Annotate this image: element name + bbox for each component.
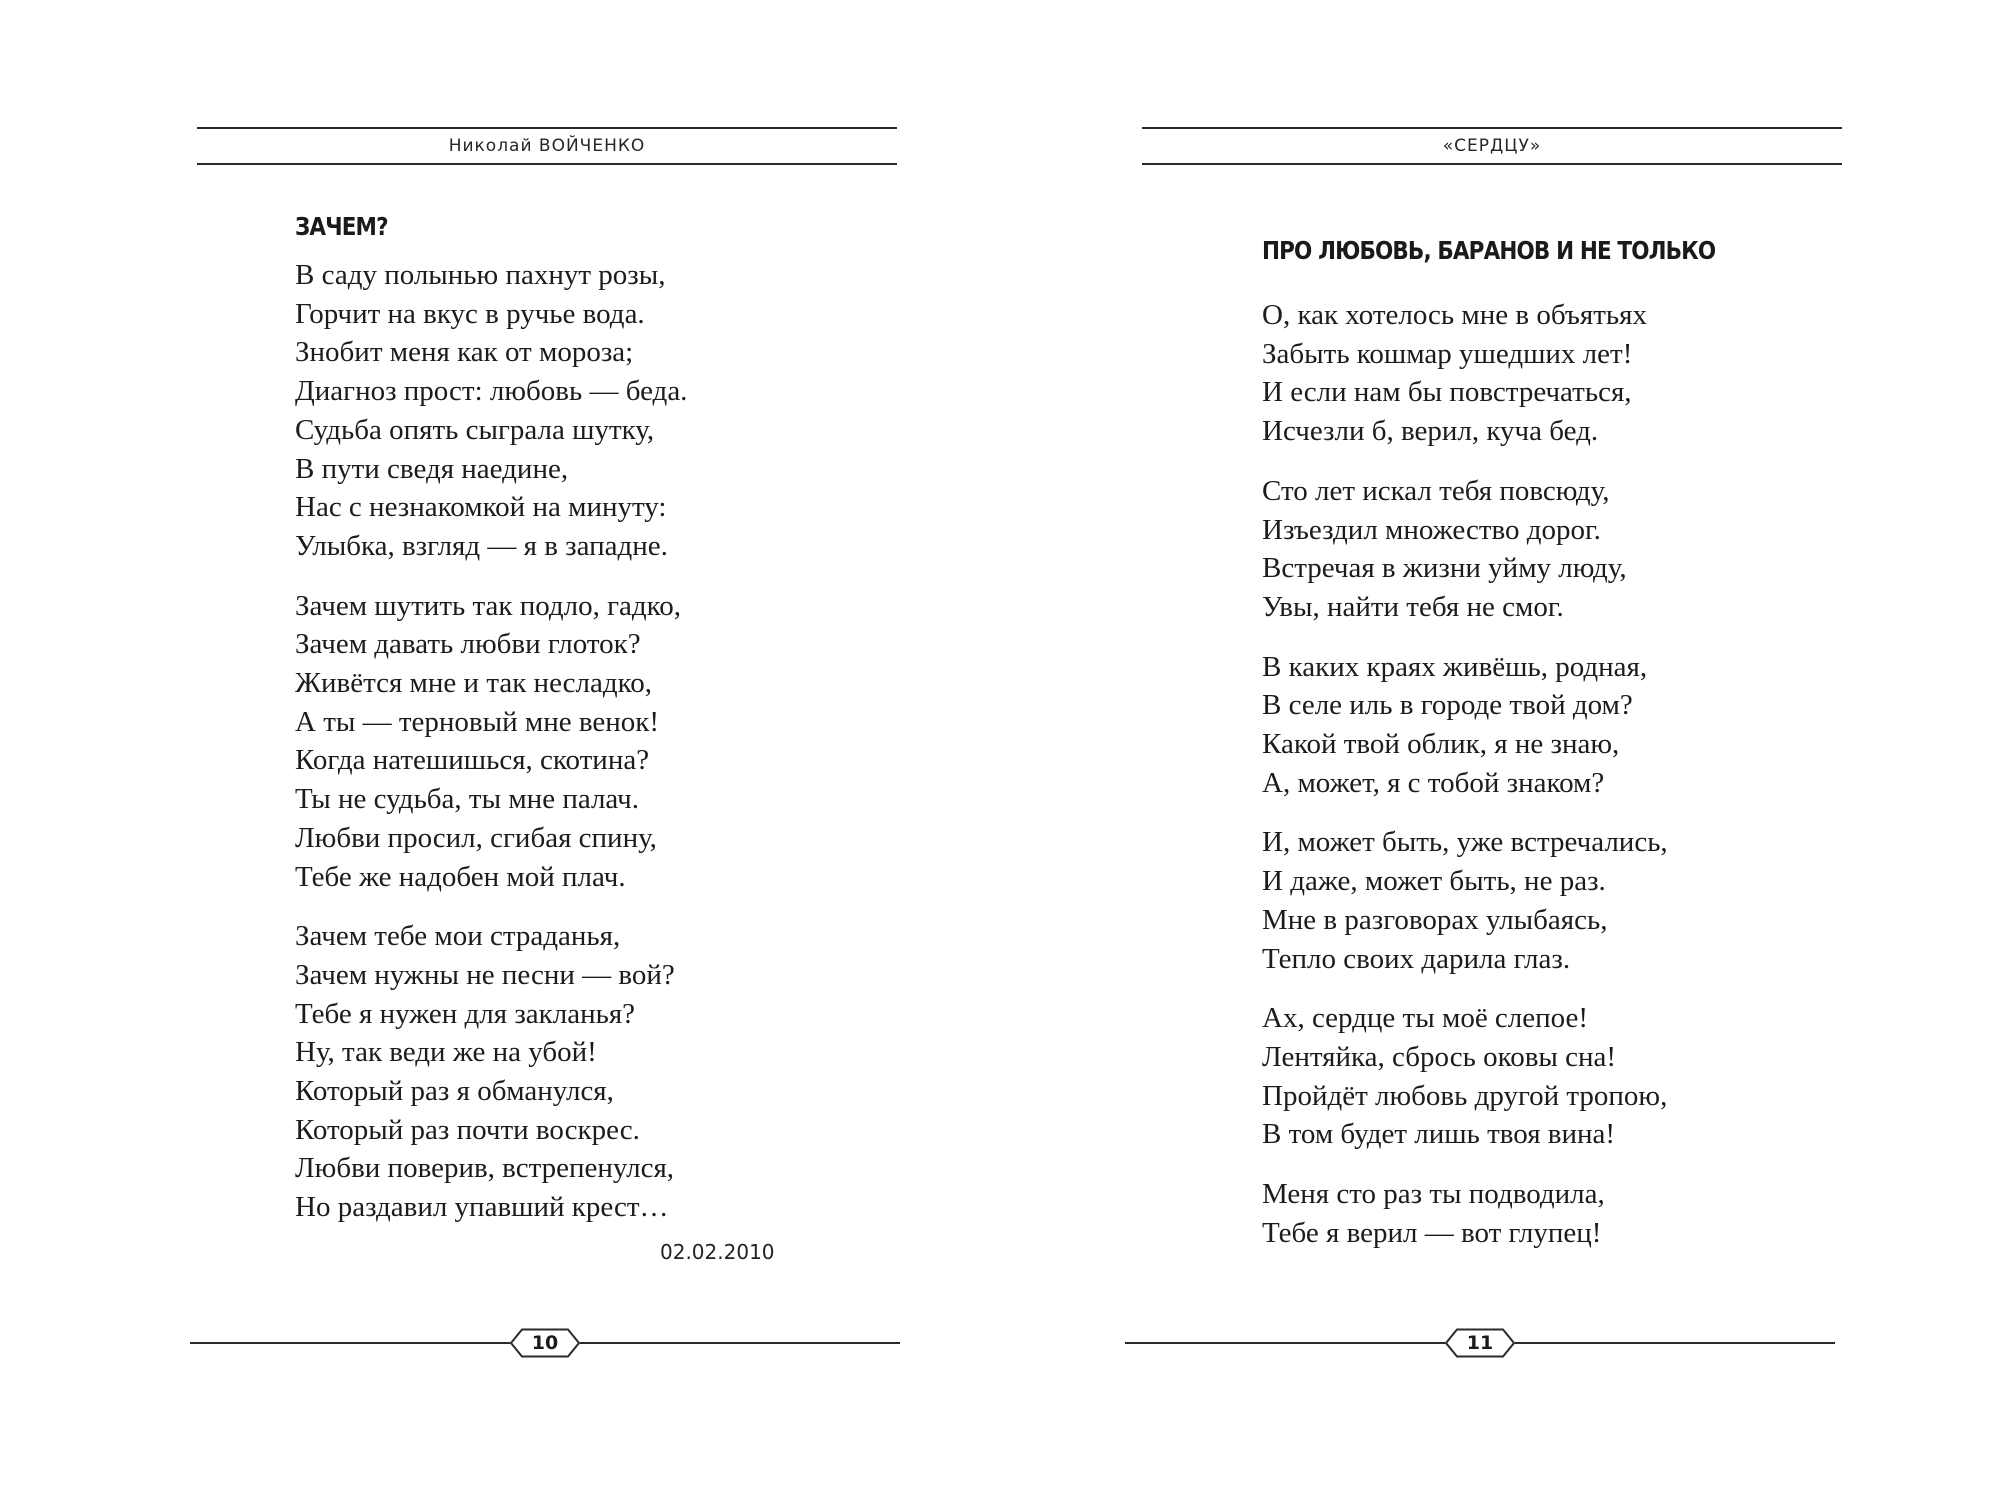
verse-line: Тебе же надобен мой плач. [295, 860, 626, 893]
verse-line: Ах, сердце ты моё слепое! [1262, 1002, 1589, 1035]
page-number: 10 [531, 1332, 559, 1354]
verse-line: Зачем тебе мои страданья, [295, 920, 621, 953]
stanza [295, 917, 687, 1227]
verse-line: В пути сведя наедине, [295, 452, 569, 485]
verse-line: Нас с незнакомкой на минуту: [295, 491, 667, 524]
verse-line: Зачем нужны не песни — вой? [295, 958, 675, 991]
author-running-head: Николай ВОЙЧЕНКО [448, 136, 646, 156]
verse-line: И даже, может быть, не раз. [1262, 865, 1606, 898]
stanza [295, 587, 687, 897]
verse-line: Забыть кошмар ушедших лет! [1262, 337, 1633, 370]
verse-line: И, может быть, уже встречались, [1262, 826, 1668, 859]
stanza [1262, 1175, 1668, 1252]
header-rule-top [197, 127, 897, 129]
footer-rule-right [580, 1342, 900, 1344]
verse-line: А, может, я с тобой знаком? [1262, 766, 1605, 799]
right-page-footer [1125, 1328, 1835, 1358]
verse-line: Судьба опять сыграла шутку, [295, 413, 655, 446]
page-number-badge [510, 1328, 580, 1358]
stanza [1262, 823, 1668, 978]
verse-line: Сто лет искал тебя повсюду, [1262, 474, 1610, 507]
verse-line: Меня сто раз ты подводила, [1262, 1178, 1605, 1211]
page-number-badge [1445, 1328, 1515, 1358]
right-page [1000, 0, 2000, 1494]
left-page-footer [190, 1328, 900, 1358]
book-running-head: «СЕРДЦУ» [1442, 136, 1542, 156]
verse-line: Улыбка, взгляд — я в западне. [295, 529, 668, 562]
verse-line: Тебе я нужен для закланья? [295, 997, 636, 1030]
verse-line: И если нам бы повстречаться, [1262, 376, 1632, 409]
verse-line: Любви просил, сгибая спину, [295, 821, 657, 854]
poem-title: ПРО ЛЮБОВЬ, БАРАНОВ И НЕ ТОЛЬКО [1262, 236, 1716, 265]
verse-line: Встречая в жизни уйму люду, [1262, 552, 1627, 585]
verse-line: Который раз почти воскрес. [295, 1113, 640, 1146]
verse-line: В каких краях живёшь, родная, [1262, 650, 1648, 683]
verse-line: Тепло своих дарила глаз. [1262, 942, 1571, 975]
left-running-header [197, 127, 897, 165]
poem-body [1262, 296, 1668, 1273]
verse-line: Исчезли б, верил, куча бед. [1262, 415, 1599, 448]
stanza [1262, 296, 1668, 451]
verse-line: Зачем давать любви глоток? [295, 628, 641, 661]
verse-line: Пройдёт любовь другой тропою, [1262, 1079, 1668, 1112]
verse-line: Увы, найти тебя не смог. [1262, 590, 1564, 623]
poem-body [295, 256, 687, 1248]
page-number: 11 [1466, 1332, 1494, 1354]
verse-line: Тебе я верил — вот глупец! [1262, 1216, 1602, 1249]
stanza [1262, 999, 1668, 1154]
footer-rule-left [1125, 1342, 1445, 1344]
header-rule-top [1142, 127, 1842, 129]
verse-line: Ну, так веди же на убой! [295, 1036, 597, 1069]
verse-line: Знобит меня как от мороза; [295, 336, 634, 369]
verse-line: Живётся мне и так несладко, [295, 667, 653, 700]
footer-rule-left [190, 1342, 510, 1344]
verse-line: Ты не судьба, ты мне палач. [295, 783, 639, 816]
verse-line: Который раз я обманулся, [295, 1075, 614, 1108]
poem-title: ЗАЧЕМ? [295, 212, 388, 241]
verse-line: Когда натешишься, скотина? [295, 744, 650, 777]
verse-line: Зачем шутить так подло, гадко, [295, 589, 682, 622]
verse-line: О, как хотелось мне в объятьях [1262, 299, 1647, 331]
verse-line: Какой твой облик, я не знаю, [1262, 728, 1620, 761]
verse-line: В саду полынью пахнут розы, [295, 259, 666, 291]
verse-line: Мне в разговорах улыбаясь, [1262, 903, 1608, 936]
right-running-header [1142, 127, 1842, 165]
footer-rule-right [1515, 1342, 1835, 1344]
verse-line: Любви поверив, встрепенулся, [295, 1152, 675, 1185]
verse-line: Горчит на вкус в ручье вода. [295, 297, 645, 330]
verse-line: В селе иль в городе твой дом? [1262, 689, 1633, 722]
verse-line: Изъездил множество дорог. [1262, 513, 1601, 546]
verse-line: Лентяйка, сбрось оковы сна! [1262, 1040, 1617, 1073]
header-rule-bottom [197, 163, 897, 165]
verse-line: А ты — терновый мне венок! [295, 705, 660, 738]
header-rule-bottom [1142, 163, 1842, 165]
stanza [1262, 472, 1668, 627]
verse-line: Диагноз прост: любовь — беда. [295, 375, 688, 408]
stanza [295, 256, 687, 566]
stanza [1262, 648, 1668, 803]
verse-line: В том будет лишь твоя вина! [1262, 1118, 1616, 1151]
verse-line: Но раздавил упавший крест… [295, 1191, 669, 1224]
poem-date: 02.02.2010 [660, 1240, 775, 1264]
